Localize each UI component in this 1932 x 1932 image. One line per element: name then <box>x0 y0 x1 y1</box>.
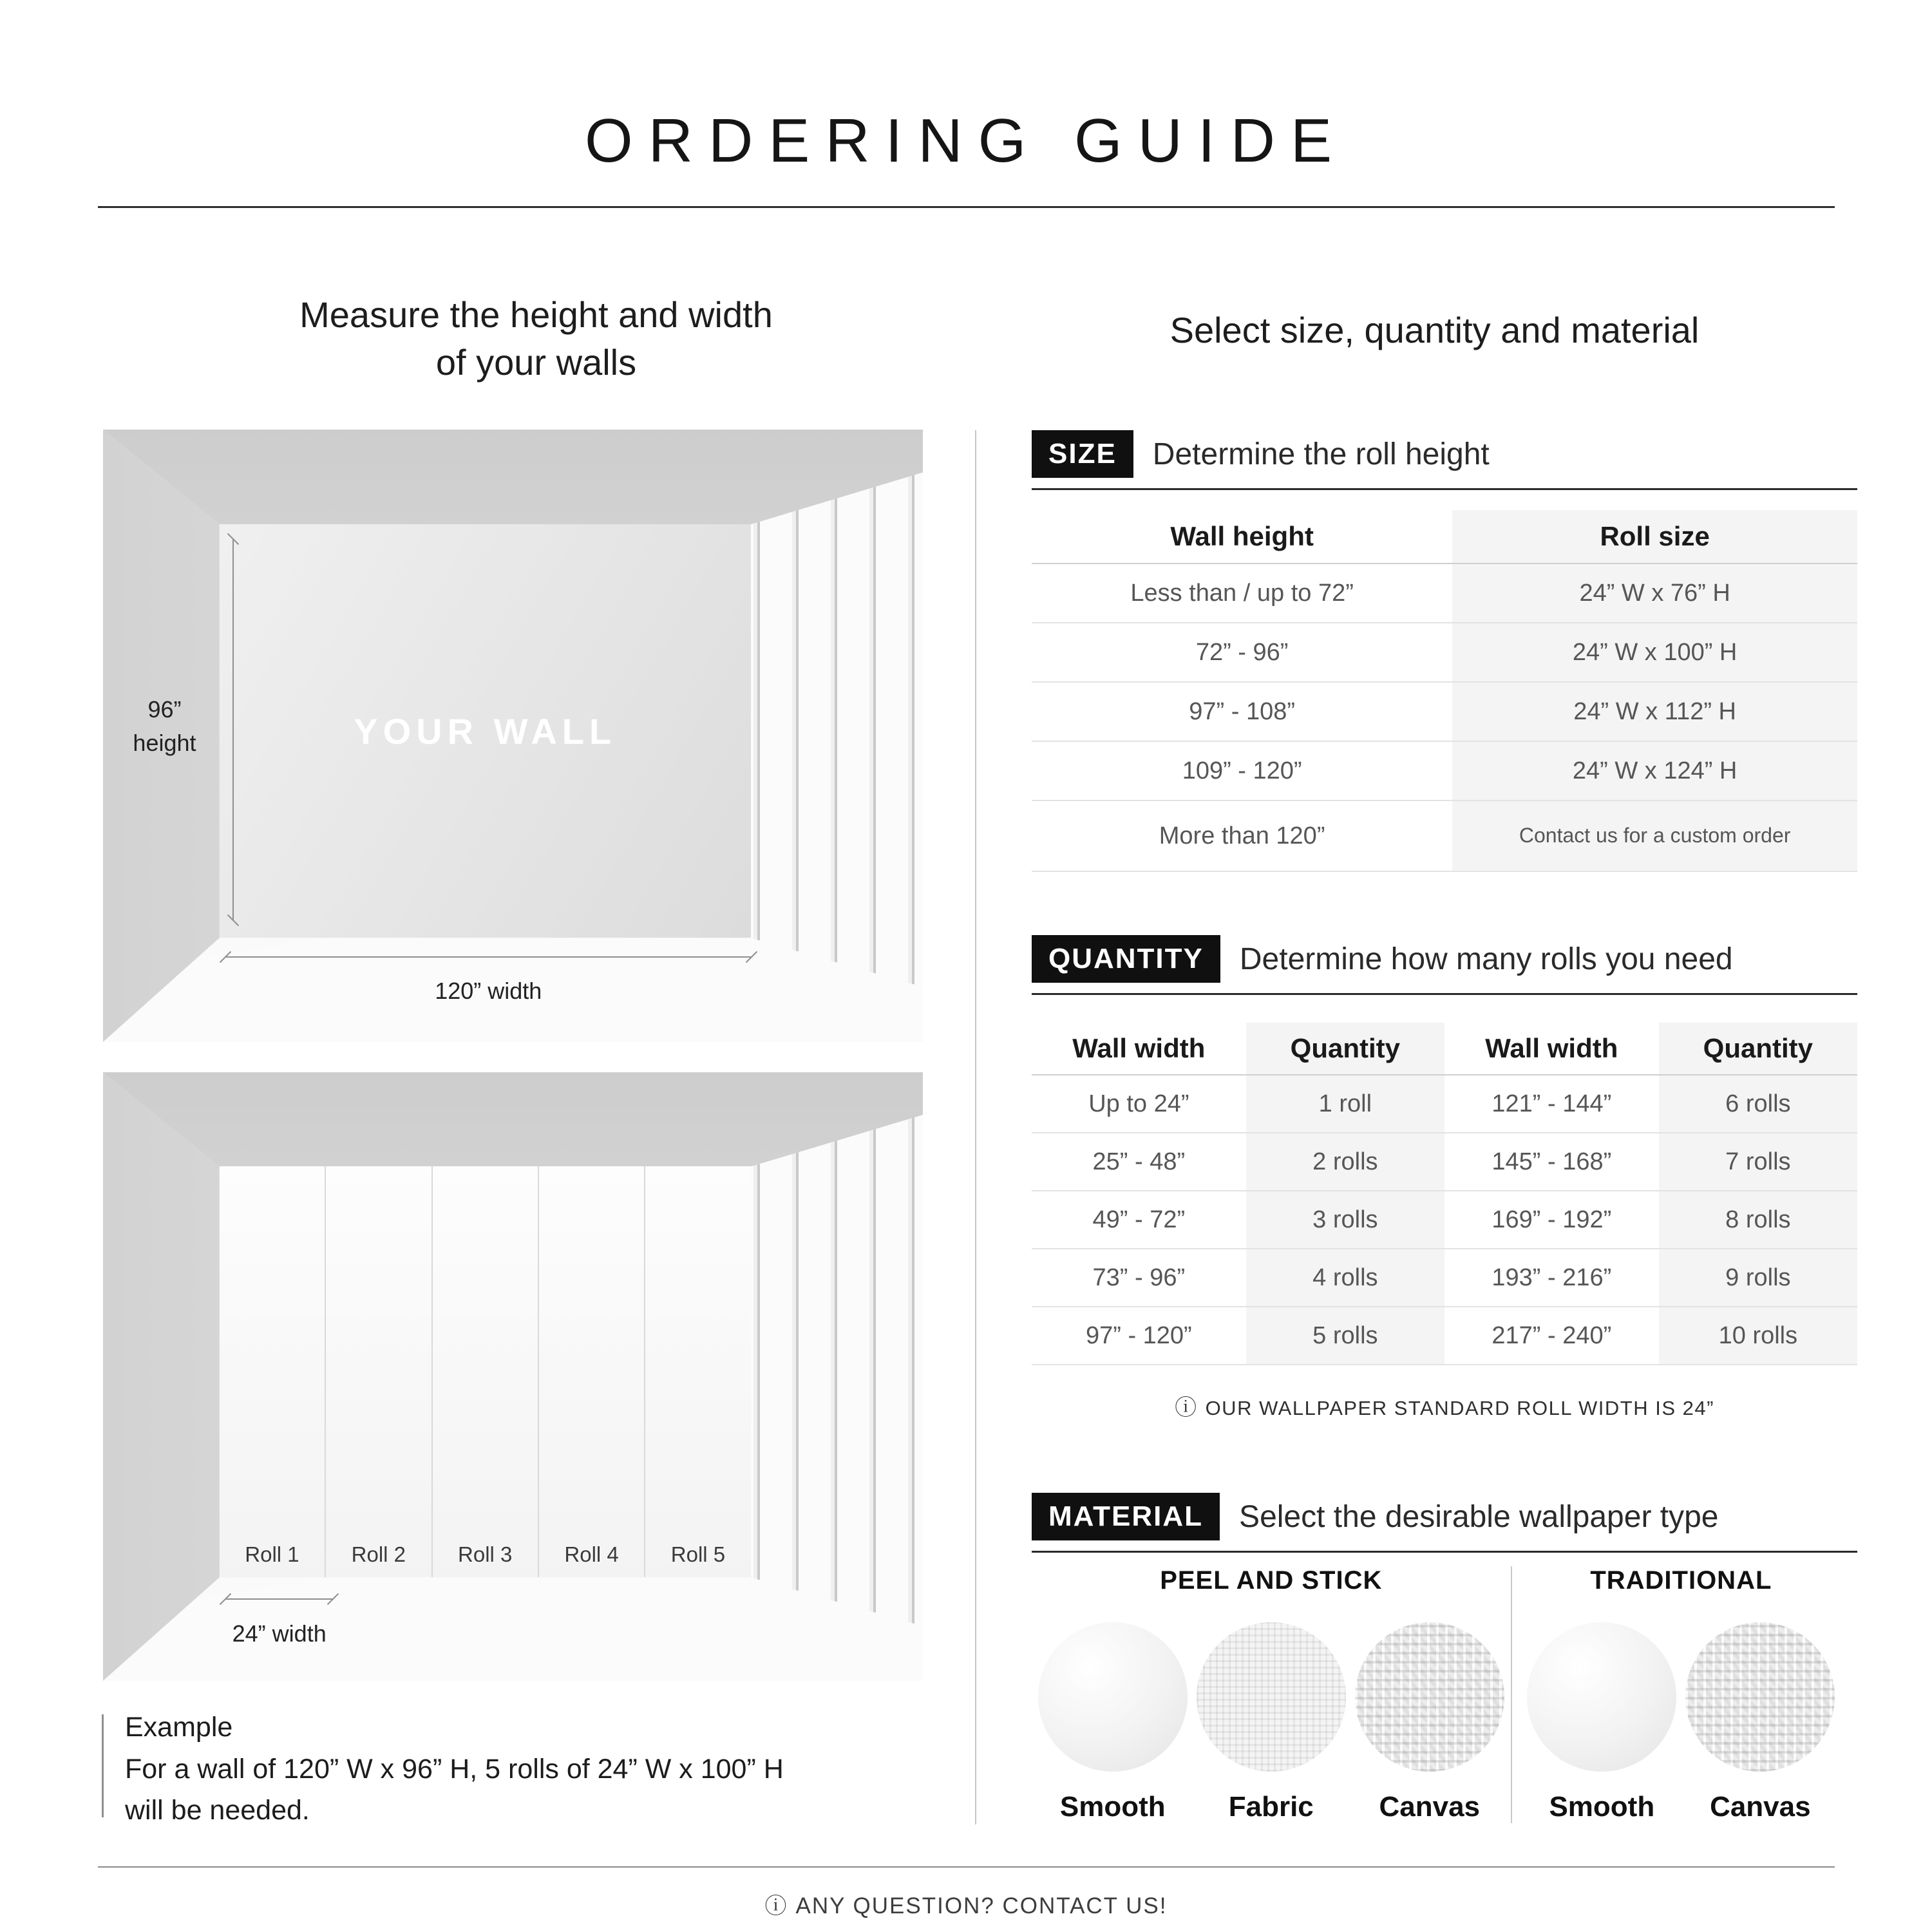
roll-panel-2 <box>326 1166 432 1577</box>
roll-size-cell: 24” W x 100” H <box>1452 623 1857 681</box>
example-note <box>125 1707 930 1832</box>
size-table-row <box>1032 564 1857 623</box>
wall-height-cell: 109” - 120” <box>1182 757 1302 784</box>
wall-width-cell: 49” - 72” <box>1092 1206 1186 1233</box>
material-section-title: Select the desirable wallpaper type <box>1239 1499 1719 1534</box>
wall-height-cell: Less than / up to 72” <box>1130 579 1354 607</box>
wall-height-cell: 97” - 108” <box>1189 697 1295 725</box>
canvas-texture-swatch <box>1355 1622 1504 1772</box>
width-measure-line <box>226 956 751 958</box>
quantity-table-row <box>1032 1191 1857 1249</box>
your-wall <box>220 524 751 938</box>
canvas-texture-swatch <box>1685 1622 1835 1772</box>
example-line1: For a wall of 120” W x 96” H, 5 rolls of 24” W x 100” H <box>125 1753 784 1785</box>
width-label: 120” width <box>435 978 542 1005</box>
size-section-header <box>1032 430 1857 490</box>
swatch-label: Smooth <box>1549 1791 1655 1823</box>
size-table-row <box>1032 801 1857 872</box>
height-word: height <box>133 730 196 757</box>
quantity-cell: 5 rolls <box>1246 1307 1444 1364</box>
wall-width-cell: 145” - 168” <box>1492 1148 1612 1175</box>
example-title: Example <box>125 1712 233 1743</box>
quantity-section-title: Determine how many rolls you need <box>1239 942 1733 976</box>
swatch-label: Canvas <box>1379 1791 1481 1823</box>
material-badge: MATERIAL <box>1032 1493 1220 1540</box>
swatch-label: Smooth <box>1059 1791 1166 1823</box>
contact-us-text: ANY QUESTION? CONTACT US! <box>795 1893 1168 1918</box>
example-line2: will be needed. <box>125 1795 310 1826</box>
wall-width-cell: 193” - 216” <box>1492 1264 1612 1291</box>
roll-panel-1 <box>220 1166 326 1577</box>
quantity-table-row <box>1032 1249 1857 1307</box>
roll-size-cell: 24” W x 112” H <box>1452 683 1857 741</box>
roll-panel-label: Roll 2 <box>351 1542 406 1567</box>
room-illustration-rolls <box>103 1072 923 1681</box>
your-wall-label: YOUR WALL <box>354 710 617 752</box>
wall-width-cell: 25” - 48” <box>1092 1148 1186 1175</box>
height-value: 96” <box>147 696 182 723</box>
roll-panel-label: Roll 5 <box>670 1542 726 1567</box>
qty-col-wall-width-2: Wall width <box>1485 1033 1618 1063</box>
measure-heading <box>103 291 969 386</box>
size-table-row <box>1032 623 1857 683</box>
size-col-wall-height: Wall height <box>1170 521 1314 551</box>
peel-and-stick-label: PEEL AND STICK <box>1160 1566 1383 1595</box>
footer-divider <box>98 1866 1835 1868</box>
smooth-texture-swatch <box>1038 1622 1188 1772</box>
quantity-table-row <box>1032 1133 1857 1191</box>
room-illustration-measure <box>103 430 923 1042</box>
example-accent-bar <box>102 1714 104 1817</box>
quantity-cell: 10 rolls <box>1659 1307 1857 1364</box>
size-col-roll-size: Roll size <box>1452 510 1857 563</box>
size-badge: SIZE <box>1032 430 1133 478</box>
material-options <box>1032 1566 1857 1823</box>
measure-heading-line1: Measure the height and width <box>299 294 773 335</box>
roll-panel-5 <box>645 1166 750 1577</box>
column-divider <box>975 430 976 1824</box>
swatch-label: Canvas <box>1710 1791 1811 1823</box>
material-group-peel-and-stick <box>1032 1566 1511 1823</box>
height-measure-line <box>232 540 234 920</box>
quantity-cell: 6 rolls <box>1659 1075 1857 1132</box>
wall-width-cell: 217” - 240” <box>1492 1321 1612 1349</box>
peel-and-stick-swatches <box>1038 1622 1504 1823</box>
quantity-cell: 3 rolls <box>1246 1191 1444 1248</box>
roll-panel-label: Roll 3 <box>458 1542 513 1567</box>
height-label <box>115 693 214 760</box>
material-section-header <box>1032 1493 1857 1553</box>
roll-size-cell: 24” W x 76” H <box>1452 564 1857 622</box>
swatch-canvas <box>1685 1622 1835 1823</box>
traditional-swatches <box>1527 1622 1835 1823</box>
quantity-cell: 7 rolls <box>1659 1133 1857 1190</box>
roll-panel-4 <box>539 1166 645 1577</box>
quantity-cell: 1 roll <box>1246 1075 1444 1132</box>
roll-size-cell: 24” W x 124” H <box>1452 742 1857 800</box>
quantity-table-row <box>1032 1075 1857 1133</box>
wall-width-cell: 121” - 144” <box>1492 1090 1612 1117</box>
swatch-smooth <box>1527 1622 1676 1823</box>
quantity-table-row <box>1032 1307 1857 1365</box>
roll-size-cell: Contact us for a custom order <box>1452 801 1857 871</box>
size-table <box>1032 510 1857 872</box>
quantity-badge: QUANTITY <box>1032 935 1220 983</box>
roll-width-label: 24” width <box>232 1620 327 1647</box>
contact-us-note[interactable] <box>0 1888 1932 1920</box>
swatch-canvas <box>1355 1622 1504 1823</box>
size-section-title: Determine the roll height <box>1152 437 1490 471</box>
size-table-header-row <box>1032 510 1857 564</box>
quantity-section-header <box>1032 935 1857 995</box>
qty-col-quantity-1: Quantity <box>1246 1023 1444 1074</box>
size-table-row <box>1032 742 1857 801</box>
wall-width-cell: 73” - 96” <box>1092 1264 1186 1291</box>
qty-col-quantity-2: Quantity <box>1659 1023 1857 1074</box>
select-heading: Select size, quantity and material <box>1170 310 1700 350</box>
wall-height-cell: More than 120” <box>1159 822 1325 849</box>
quantity-table <box>1032 1023 1857 1365</box>
roll-panel-label: Roll 1 <box>245 1542 299 1567</box>
smooth-texture-swatch <box>1527 1622 1676 1772</box>
swatch-smooth <box>1038 1622 1188 1823</box>
size-table-row <box>1032 683 1857 742</box>
title-divider <box>98 206 1835 208</box>
wall-width-cell: 97” - 120” <box>1085 1321 1192 1349</box>
wall-height-cell: 72” - 96” <box>1195 638 1289 666</box>
qty-col-wall-width-1: Wall width <box>1072 1033 1206 1063</box>
roll-panel-3 <box>433 1166 539 1577</box>
material-group-traditional <box>1512 1566 1851 1823</box>
quantity-cell: 2 rolls <box>1246 1133 1444 1190</box>
quantity-cell: 8 rolls <box>1659 1191 1857 1248</box>
fabric-texture-swatch <box>1197 1622 1346 1772</box>
wall-width-cell: Up to 24” <box>1088 1090 1189 1117</box>
info-icon: ⓘ <box>764 1894 788 1918</box>
swatch-label: Fabric <box>1228 1791 1314 1823</box>
quantity-cell: 4 rolls <box>1246 1249 1444 1306</box>
page-title: ORDERING GUIDE <box>584 106 1348 176</box>
roll-panel-label: Roll 4 <box>564 1542 619 1567</box>
standard-roll-width-text: OUR WALLPAPER STANDARD ROLL WIDTH IS 24” <box>1205 1397 1714 1419</box>
standard-roll-width-note <box>1032 1390 1857 1421</box>
roll-width-measure-line <box>226 1598 332 1600</box>
measure-heading-line2: of your walls <box>435 341 637 383</box>
roll-panels <box>220 1166 751 1577</box>
info-icon: ⓘ <box>1175 1396 1198 1420</box>
traditional-label: TRADITIONAL <box>1590 1566 1772 1595</box>
quantity-table-header-row <box>1032 1023 1857 1075</box>
swatch-fabric <box>1197 1622 1346 1823</box>
quantity-cell: 9 rolls <box>1659 1249 1857 1306</box>
wall-width-cell: 169” - 192” <box>1492 1206 1612 1233</box>
